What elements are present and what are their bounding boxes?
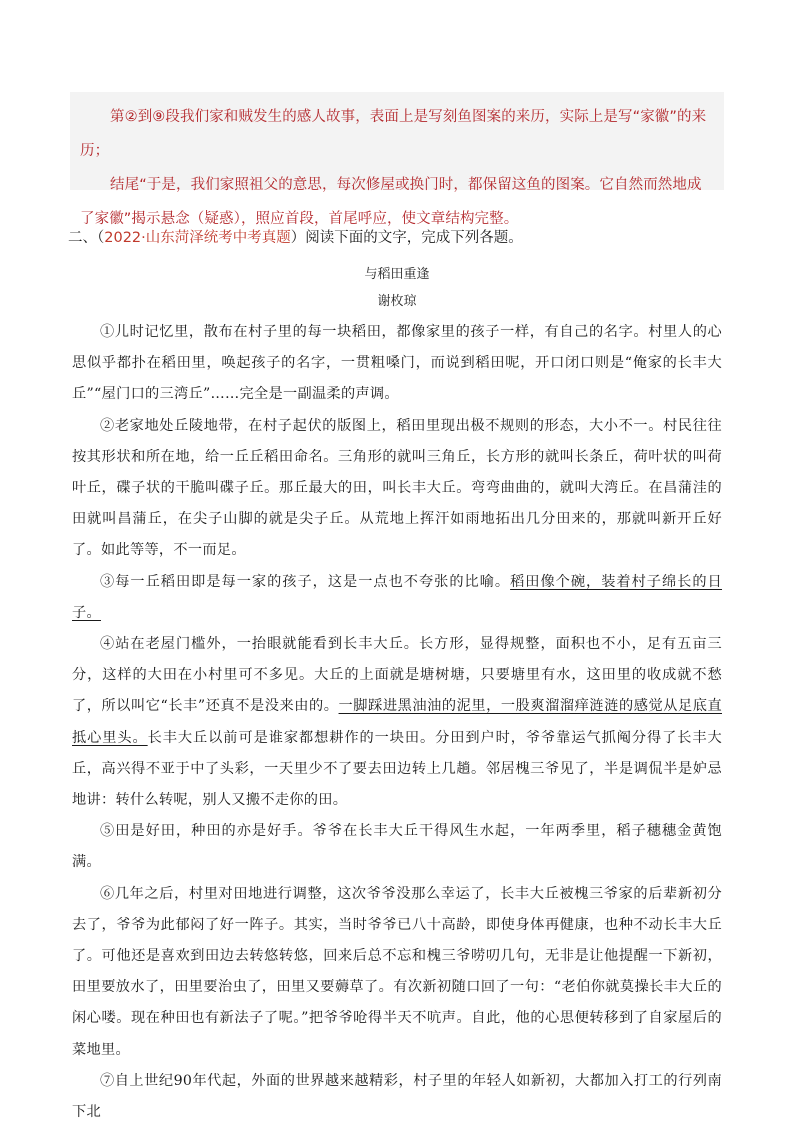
paragraph-2: ②老家地处丘陵地带，在村子起伏的版图上，稻田里现出极不规则的形态，大小不一。村民往往按其形状和所在地，给一丘丘稻田命名。三角形的就叫三角丘，长方形的就叫长条丘，荷叶状的叫荷叶丘，碟子状的干脆叫碟子丘。那丘最大的田，叫长丰大丘。弯弯曲曲的，就叫大湾丘。在昌蒲洼的田就叫昌蒲丘，在尖子山脚的就是尖子丘。从荒地上挥汗如雨地拓出几分田来的，那就叫新开丘好了。如此等等，不一而足。: [72, 417, 722, 559]
paragraph-4: [72, 629, 722, 816]
article-author: 谢枚琼: [377, 294, 417, 309]
article-title: 与稻田重逢: [364, 267, 430, 282]
paragraph-5: ⑤田是好田，种田的亦是好手。爷爷在长丰大丘干得风生水起，一年两季里，稻子穗穗金黄饱满。: [72, 823, 722, 871]
article-body: [72, 317, 722, 1128]
question-heading: [68, 226, 523, 250]
paragraph-4-text-a: ④站在老屋门槛外，一抬眼就能看到长丰大丘。长方形，显得规整，面积也不小，足有五亩三分，这样的大田在小村里可不多见。大丘的上面就是塘树塘，只要塘里有水，这田里的收成就不愁了，所以叫它“长丰”还真不是没来由的。: [72, 636, 722, 715]
answer-line-1: 第②到⑨段我们家和贼发生的感人故事，表面上是写刻鱼图案的来历，实际上是写“家徽”的来历；: [80, 109, 707, 159]
paragraph-1: ①儿时记忆里，散布在村子里的每一块稻田，都像家里的孩子一样，有自己的名字。村里人的心思似乎都扑在稻田里，唤起孩子的名字，一贯粗嗓门，而说到稻田呢，开口闭口则是“俺家的长丰大丘”“屋门口的三湾丘”……完全是一副温柔的声调。: [72, 324, 722, 403]
answer-line-2: 结尾“于是，我们家照祖父的意思，每次修屋或换门时，都保留这鱼的图案。它自然而然地成了家徽”揭示悬念（疑惑），照应首段，首尾呼应，使文章结构完整。: [80, 177, 702, 227]
paragraph-6: ⑥几年之后，村里对田地进行调整，这次爷爷没那么幸运了，长丰大丘被槐三爷家的后辈新初分去了，爷爷为此郁闷了好一阵子。其实，当时爷爷已八十高龄，即使身体再健康，也种不动长丰大丘了。可他还是喜欢到田边去转悠转悠，回来后总不忘和槐三爷唠叨几句，无非是让他提醒一下新初，田里要放水了，田里要治虫了，田里又要薅草了。有次新初随口回了一句：“老伯你就莫操长丰大丘的闲心喽。现在种田也有新法子了呢。”把爷爷呛得半天不吭声。自此，他的心思便转移到了自家屋后的菜地里。: [72, 885, 722, 1058]
paragraph-3: [72, 567, 722, 629]
question-number: 二、（: [68, 230, 105, 246]
paragraph-3-underlined: 稻田像个碗，装着村子绵长的日子。: [72, 573, 723, 621]
answer-box: [70, 92, 724, 227]
paragraph-7: ⑦自上世纪90年代起，外面的世界越来越精彩，村子里的年轻人如新初，大都加入打工的行列南下北: [72, 1072, 722, 1121]
paragraph-3-text: ③每一丘稻田即是每一家的孩子，这是一点也不夸张的比喻。: [100, 573, 511, 590]
paragraph-4-underlined: 一脚踩进黑油油的泥里，一股爽溜溜痒涟涟的感觉从足底直抵心里头。: [72, 698, 722, 746]
question-source: 2022·山东菏泽统考中考真题: [104, 230, 291, 246]
question-text: ）阅读下面的文字，完成下列各题。: [290, 230, 523, 246]
paragraph-4-text-b: 长丰大丘以前可是谁家都想耕作的一块田。分田到户时，爷爷靠运气抓阄分得了长丰大丘，高兴得不亚于中了头彩，一天里少不了要去田边转上几趟。邻居槐三爷见了，半是调侃半是妒忌地讲：转什么转呢，别人又搬不走你的田。: [72, 729, 722, 809]
